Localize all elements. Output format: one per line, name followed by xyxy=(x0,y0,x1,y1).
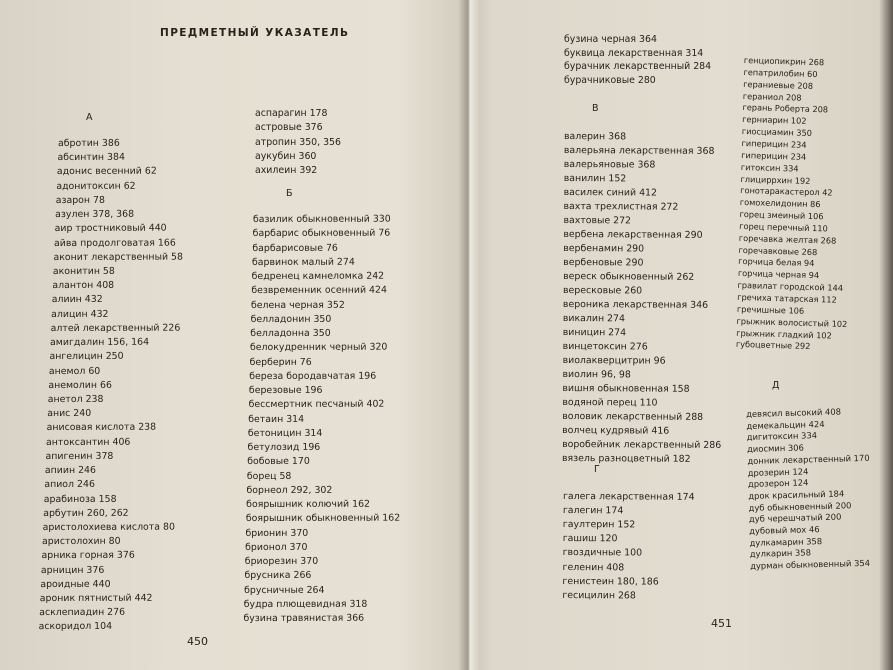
index-entry: алантон 408 xyxy=(52,279,115,292)
index-entry: аскоридол 104 xyxy=(38,621,113,633)
index-entry: брусничные 264 xyxy=(244,584,325,596)
index-entry: грыжник гладкий 102 xyxy=(736,327,832,341)
index-entry: горец перечный 110 xyxy=(739,220,828,234)
index-entry: аристолохиева кислота 80 xyxy=(42,521,175,533)
index-entry: анисовая кислота 238 xyxy=(46,422,157,434)
index-entry: генциопикрин 268 xyxy=(743,55,825,68)
index-entry: алицин 432 xyxy=(51,308,109,320)
index-entry: ароник пятнистый 442 xyxy=(39,592,153,605)
index-entry: гесицилин 268 xyxy=(562,589,636,602)
index-entry: боярышник колючий 162 xyxy=(246,498,371,511)
index-entry: бурачниковые 280 xyxy=(564,75,656,87)
index-entry: винцетоксин 276 xyxy=(562,340,648,353)
section-letter-v: В xyxy=(592,103,599,114)
index-entry: горечавка желтая 268 xyxy=(738,232,837,246)
index-entry: вербена лекарственная 290 xyxy=(563,228,703,241)
index-entry: абротин 386 xyxy=(58,137,120,149)
page-number-left: 450 xyxy=(187,635,208,648)
index-entry: бобовые 170 xyxy=(247,456,310,468)
index-entry: горец змеиный 106 xyxy=(739,208,824,222)
index-entry: ахилеин 392 xyxy=(255,165,318,177)
index-entry: виолакверцитрин 96 xyxy=(562,354,666,367)
index-entry: асклепиадин 276 xyxy=(39,607,126,619)
index-entry: атропин 350, 356 xyxy=(255,136,341,148)
index-entry: брионол 370 xyxy=(245,541,308,553)
index-entry: губоцветные 292 xyxy=(735,339,811,352)
index-entry: брусника 266 xyxy=(244,570,312,582)
index-entry: дуб черешчатый 200 xyxy=(748,511,842,525)
index-entry: барбарис обыкновенный 76 xyxy=(252,227,391,240)
index-entry: борнеол 292, 302 xyxy=(246,484,333,496)
index-entry: барвинок малый 274 xyxy=(251,256,355,268)
index-entry: волчец кудрявый 416 xyxy=(562,424,670,437)
index-entry: бетаин 314 xyxy=(248,413,305,425)
index-entry: борец 58 xyxy=(246,470,292,482)
index-entry: герань Роберта 208 xyxy=(742,102,829,115)
index-entry: боярышник обыкновенный 162 xyxy=(245,512,401,525)
index-entry: береза бородавчатая 196 xyxy=(249,370,377,382)
index-entry: алиин 432 xyxy=(51,294,103,306)
index-entry: апиин 246 xyxy=(44,464,97,477)
section-letter-d: Д xyxy=(772,380,780,391)
index-entry: ангелицин 250 xyxy=(49,351,124,363)
index-entry: астровые 376 xyxy=(255,122,323,134)
index-entry: азулен 378, 368 xyxy=(55,208,135,221)
index-entry: белладонна 350 xyxy=(250,327,331,340)
index-entry: будра плющевидная 318 xyxy=(243,598,368,610)
index-entry: апиол 246 xyxy=(44,479,95,491)
index-entry: вахтовые 272 xyxy=(563,214,632,227)
index-entry: березовые 196 xyxy=(248,384,323,397)
index-entry: валерьяновые 368 xyxy=(563,158,656,171)
index-entry: вербенамин 290 xyxy=(563,242,645,255)
index-entry: вероника лекарственная 346 xyxy=(562,298,709,311)
index-entry: апигенин 378 xyxy=(45,450,114,462)
index-entry: арника горная 376 xyxy=(41,550,135,562)
page-edge-shadow xyxy=(879,0,893,670)
index-entry: вязель разноцветный 182 xyxy=(561,452,691,465)
index-entry: виолин 96, 98 xyxy=(562,368,631,381)
index-entry: дрозерин 124 xyxy=(747,465,809,478)
index-entry: генистеин 180, 186 xyxy=(562,575,659,588)
section-letter-a: А xyxy=(86,112,93,123)
index-entry: дубовый мох 46 xyxy=(749,524,820,536)
index-entry: белокудренник черный 320 xyxy=(249,341,388,354)
index-entry: дурман обыкновенный 354 xyxy=(749,557,871,572)
index-entry: вереск обыкновенный 262 xyxy=(563,270,695,283)
index-entry: арницин 376 xyxy=(40,564,105,576)
index-entry: абсинтин 384 xyxy=(57,151,125,164)
index-entry: барбарисовые 76 xyxy=(252,242,338,254)
index-entry: водяной перец 110 xyxy=(562,396,658,409)
book-gutter xyxy=(458,0,480,670)
index-entry: василек синий 412 xyxy=(563,186,658,199)
index-entry: гомохелидонин 86 xyxy=(739,197,821,210)
index-entry: брионин 370 xyxy=(245,527,309,539)
index-entry: аспарагин 178 xyxy=(255,108,328,119)
index-entry: амигдалин 156, 164 xyxy=(50,336,150,349)
index-entry: бедренец камнеломка 242 xyxy=(251,270,385,283)
index-entry: гвоздичные 100 xyxy=(562,547,643,559)
index-entry: гиперицин 234 xyxy=(741,137,807,150)
index-entry: арбутин 260, 262 xyxy=(43,507,129,519)
index-entry: азарон 78 xyxy=(55,194,105,206)
index-entry: викалин 274 xyxy=(562,312,626,325)
index-entry: ванилин 152 xyxy=(563,172,627,185)
index-entry: алтей лекарственный 226 xyxy=(50,322,181,334)
index-entry: диосмин 306 xyxy=(746,442,805,455)
index-entry: дрок красильный 184 xyxy=(748,488,845,501)
index-entry: дрозерон 124 xyxy=(747,477,809,490)
index-heading: ПРЕДМЕТНЫЙ УКАЗАТЕЛЬ xyxy=(160,27,350,39)
index-entry: аристолохин 80 xyxy=(42,535,121,548)
index-entry: гречишные 106 xyxy=(736,303,805,316)
index-entry: вересковые 260 xyxy=(562,284,643,297)
index-entry: анис 240 xyxy=(47,408,92,420)
index-entry: гепатрилобин 60 xyxy=(743,66,818,79)
index-entry: бетоницин 314 xyxy=(247,427,323,439)
index-entry: анемол 60 xyxy=(48,365,101,377)
index-entry: демекальцин 424 xyxy=(746,418,825,431)
index-entry: гиосциамин 350 xyxy=(741,126,813,139)
index-entry: грыжник волосистый 102 xyxy=(736,315,848,329)
section-letter-b: Б xyxy=(286,188,293,199)
index-entry: бриорезин 370 xyxy=(244,555,319,568)
index-entry: гонотаракастерол 42 xyxy=(740,185,833,198)
index-entry: гречиха татарская 112 xyxy=(737,291,837,305)
index-entry: глициррхин 192 xyxy=(740,173,811,186)
index-entry: гиперицин 234 xyxy=(741,149,807,162)
index-entry: адонис весенний 62 xyxy=(56,166,157,178)
index-entry: гераниол 208 xyxy=(742,90,802,103)
index-entry: геленин 408 xyxy=(562,561,625,573)
index-entry: антоксантин 406 xyxy=(46,436,131,448)
index-entry: герниарин 102 xyxy=(742,114,807,127)
index-entry: безвременник осенний 424 xyxy=(251,284,387,297)
index-entry: базилик обыкновенный 330 xyxy=(253,213,391,225)
index-entry: гаултерин 152 xyxy=(562,519,636,531)
index-entry: дулкамарин 358 xyxy=(749,535,823,548)
index-entry: дуб обыкновенный 200 xyxy=(748,499,852,513)
index-entry: белена черная 352 xyxy=(250,299,345,311)
index-entry: горечавковые 268 xyxy=(738,244,818,257)
index-entry: воловик лекарственный 288 xyxy=(562,410,704,423)
index-entry: горчица белая 94 xyxy=(738,256,815,269)
index-entry: бетулозид 196 xyxy=(247,441,321,454)
index-entry: дигитоксин 334 xyxy=(746,430,818,443)
index-entry: бессмертник песчаный 402 xyxy=(248,398,385,411)
index-entry: бузина травянистая 366 xyxy=(243,612,365,625)
index-entry: гашиш 120 xyxy=(562,533,618,545)
index-entry: бузина черная 364 xyxy=(564,34,657,45)
index-entry: дулкарин 358 xyxy=(749,547,812,560)
index-entry: горчица черная 94 xyxy=(737,268,820,281)
index-entry: адонитоксин 62 xyxy=(56,180,136,192)
index-entry: вишня обыкновенная 158 xyxy=(562,382,690,395)
index-entry: воробейник лекарственный 286 xyxy=(562,438,722,451)
index-entry: гитоксин 334 xyxy=(740,161,799,174)
index-entry: виницин 274 xyxy=(562,326,627,339)
index-entry: галегин 174 xyxy=(562,505,624,517)
index-entry: вербеновые 290 xyxy=(563,256,644,269)
index-entry: валерьяна лекарственная 368 xyxy=(563,144,715,157)
index-entry: донник лекарственный 170 xyxy=(747,452,870,466)
index-entry: галега лекарственная 174 xyxy=(562,491,695,503)
index-entry: анемолин 66 xyxy=(48,379,112,391)
index-entry: вахта трехлистная 272 xyxy=(563,200,679,213)
section-letter-g: Г xyxy=(594,464,600,475)
index-entry: ароидные 440 xyxy=(40,578,111,590)
index-entry: девясил высокий 408 xyxy=(746,406,842,419)
index-entry: аконит лекарственный 58 xyxy=(53,251,183,263)
index-entry: арабиноза 158 xyxy=(43,493,117,505)
index-entry: буквица лекарственная 314 xyxy=(564,47,704,59)
index-entry: айва продолговатая 166 xyxy=(54,237,176,249)
index-entry: белладонин 350 xyxy=(250,313,332,325)
index-entry: анетол 238 xyxy=(47,393,104,405)
index-entry: аконитин 58 xyxy=(52,265,115,277)
right-page xyxy=(468,0,893,670)
index-entry: бурачник лекарственный 284 xyxy=(564,61,712,73)
index-entry: аир тростниковый 440 xyxy=(54,222,167,235)
index-entry: валерин 368 xyxy=(563,131,627,143)
index-entry: гераниевые 208 xyxy=(743,78,814,91)
index-entry: гравилат городской 144 xyxy=(737,280,844,293)
page-number-right: 451 xyxy=(711,617,732,630)
index-entry: аукубин 360 xyxy=(255,150,317,162)
index-entry: берберин 76 xyxy=(249,356,312,368)
